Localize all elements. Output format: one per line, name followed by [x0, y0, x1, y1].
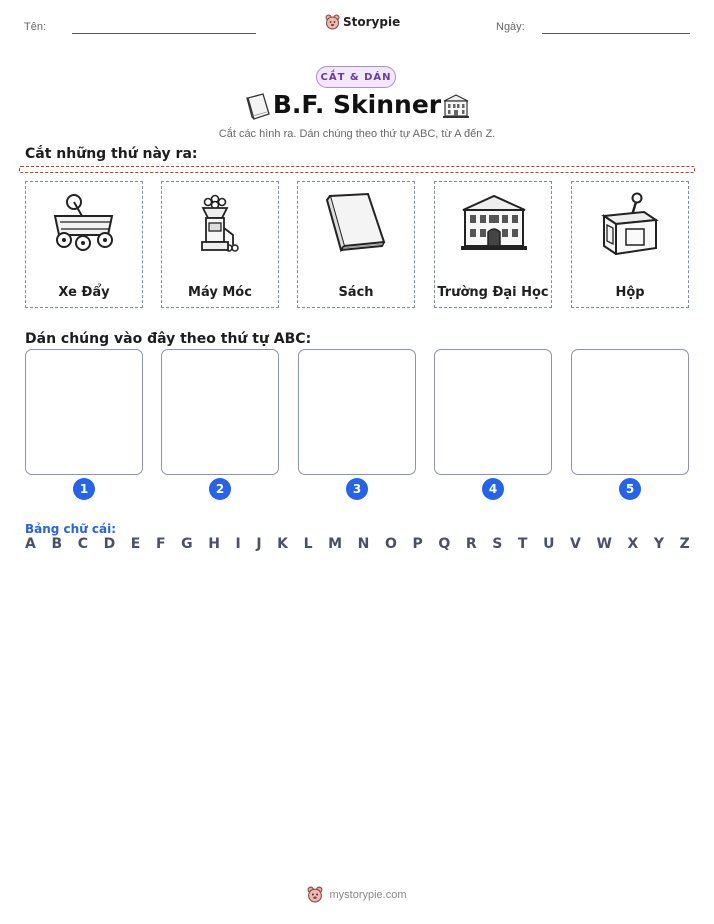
building-decor-icon [442, 92, 470, 124]
book-icon [322, 190, 392, 255]
page-title: B.F. Skinner [272, 90, 442, 119]
paste-slot-5[interactable] [571, 349, 689, 475]
alphabet-letter: K [277, 536, 289, 552]
alphabet-row [25, 536, 690, 552]
alphabet-letter: Y [653, 536, 665, 552]
cut-line [19, 166, 695, 173]
cut-card-book[interactable] [297, 181, 415, 308]
alphabet-letter: M [328, 536, 343, 552]
slot-number-3: 3 [346, 478, 368, 500]
footer [0, 886, 714, 903]
cut-card-box[interactable] [571, 181, 689, 308]
cut-section-heading: Cắt những thứ này ra: [25, 146, 198, 162]
alphabet-letter: A [25, 536, 36, 552]
alphabet-letter: B [51, 536, 63, 552]
cut-card-machine[interactable] [161, 181, 279, 308]
alphabet-letter: Q [438, 536, 451, 552]
alphabet-letter: I [235, 536, 241, 552]
alphabet-letter: S [492, 536, 503, 552]
cut-card-wagon[interactable] [25, 181, 143, 308]
paste-slot-2[interactable] [161, 349, 279, 475]
alphabet-letter: T [517, 536, 528, 552]
slot-number-2: 2 [209, 478, 231, 500]
cut-card-label: Trường Đại Học [437, 285, 549, 300]
alphabet-letter: H [208, 536, 220, 552]
brand-name: Storypie [343, 15, 401, 29]
cut-card-label: Sách [338, 285, 374, 300]
footer-url[interactable]: mystorypie.com [329, 888, 407, 901]
cut-card-label: Máy Móc [188, 285, 252, 300]
alphabet-letter: Z [679, 536, 690, 552]
slot-number-4: 4 [482, 478, 504, 500]
alphabet-letter: R [465, 536, 477, 552]
alphabet-letter: W [596, 536, 612, 552]
cut-card-label: Hộp [615, 285, 645, 300]
alphabet-letter: D [103, 536, 116, 552]
alphabet-letter: P [412, 536, 423, 552]
alphabet-letter: F [155, 536, 166, 552]
alphabet-letter: E [130, 536, 141, 552]
alphabet-letter: G [181, 536, 193, 552]
alphabet-letter: J [256, 536, 262, 552]
slot-number-5: 5 [619, 478, 641, 500]
wagon-icon [50, 190, 120, 255]
paste-slot-4[interactable] [434, 349, 552, 475]
date-label: Ngày: [496, 21, 525, 33]
paste-slot-3[interactable] [298, 349, 416, 475]
slot-number-1: 1 [73, 478, 95, 500]
cut-card-label: Xe Đẩy [58, 285, 110, 300]
name-label: Tên: [24, 21, 47, 33]
alphabet-heading: Bảng chữ cái: [25, 522, 117, 536]
bear-logo-icon [325, 14, 340, 30]
date-field[interactable] [542, 33, 690, 34]
alphabet-letter: V [570, 536, 581, 552]
bear-logo-icon [307, 886, 323, 903]
alphabet-letter: O [384, 536, 397, 552]
box-icon [596, 190, 666, 255]
paste-section-heading: Dán chúng vào đây theo thứ tự ABC: [25, 331, 312, 347]
university-icon [459, 190, 529, 255]
alphabet-letter: C [77, 536, 88, 552]
paste-slot-1[interactable] [25, 349, 143, 475]
alphabet-letter: X [627, 536, 639, 552]
instructions: Cắt các hình ra. Dán chúng theo thứ tự ABC, từ A đến Z. [218, 128, 496, 140]
alphabet-letter: U [543, 536, 555, 552]
name-field[interactable] [72, 33, 256, 34]
alphabet-letter: L [303, 536, 313, 552]
activity-badge: CẮT & DÁN [316, 66, 396, 88]
brand-logo [325, 14, 400, 30]
machine-icon [186, 190, 256, 255]
cut-card-university[interactable] [434, 181, 552, 308]
alphabet-letter: N [357, 536, 370, 552]
